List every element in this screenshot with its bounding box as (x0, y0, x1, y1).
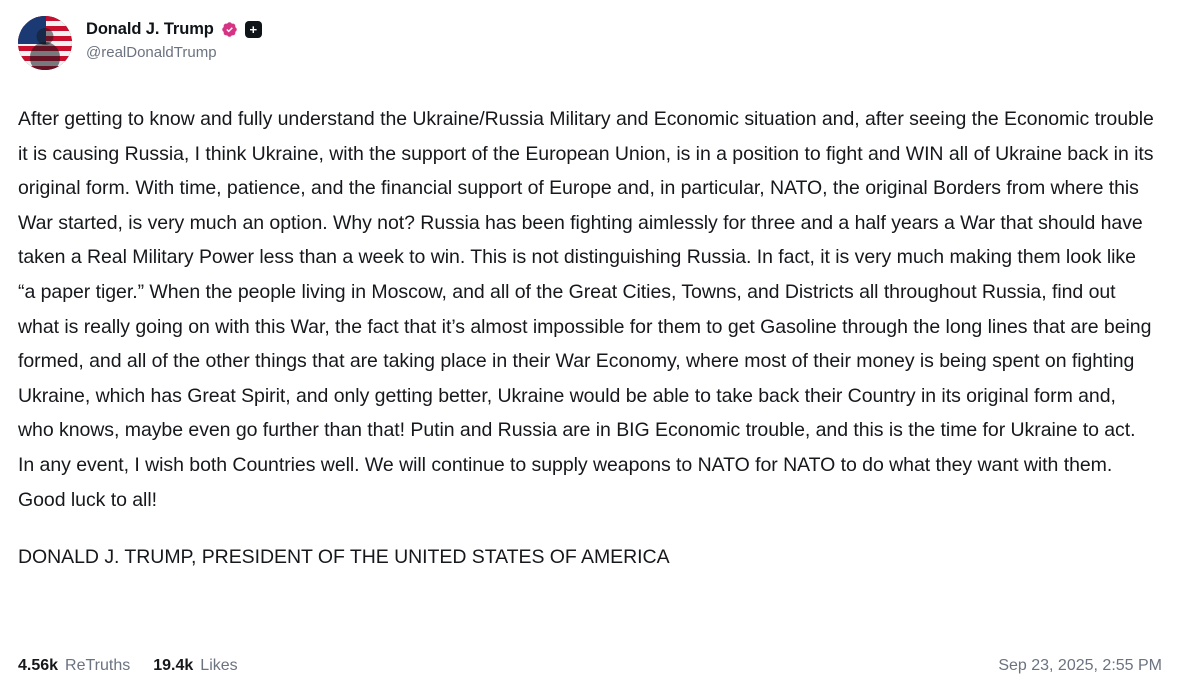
post-body-text: After getting to know and fully understand the Ukraine/Russia Military and Economic situation and, after seeing the Economic trouble it is causing Russia, I think Ukraine, with the support of the European Union, is in a position to fight and WIN all of Ukraine back in its original form. With time, patience, and the financial support of Europe and, in particular, NATO, the original Borders from where this War started, is very much an option. Why not? Russia has been fighting aimlessly for three and a half years a War that should have taken a Real Military Power less than a week to win. This is not distinguishing Russia. In fact, it is very much making them look like “a paper tiger.” When the people living in Moscow, and all of the Great Cities, Towns, and Districts all throughout Russia, find out what is really going on with this War, the fact that it’s almost impossible for them to get Gasoline through the long lines that are being formed, and all of the other things that are taking place in their War Economy, where most of their money is being spent on fighting Ukraine, which has Great Spirit, and only getting better, Ukraine would be able to take back their Country in its original form and, who knows, maybe even go further than that! Putin and Russia are in BIG Economic trouble, and this is the time for Ukraine to act. In any event, I wish both Countries well. We will continue to supply weapons to NATO for NATO to do what they want with them. Good luck to all! (18, 108, 1154, 511)
avatar-silhouette-body (30, 42, 60, 70)
post-stats (18, 657, 238, 675)
post-signature: DONALD J. TRUMP, PRESIDENT OF THE UNITED STATES OF AMERICA (18, 546, 670, 569)
author-handle[interactable]: @realDonaldTrump (86, 44, 217, 61)
verified-check-icon (221, 21, 238, 38)
likes-label[interactable]: Likes (200, 657, 238, 674)
retruths-label[interactable]: ReTruths (65, 657, 131, 674)
avatar[interactable] (18, 16, 72, 70)
post-header (18, 16, 1162, 82)
post-footer (18, 654, 1162, 678)
likes-count[interactable]: 19.4k (153, 657, 194, 674)
post-timestamp: Sep 23, 2025, 2:55 PM (998, 657, 1162, 674)
display-name-row (86, 18, 262, 40)
retruths-count[interactable]: 4.56k (18, 657, 59, 674)
plus-badge-icon: + (245, 21, 262, 38)
author-display-name[interactable]: Donald J. Trump (86, 19, 214, 38)
author-names (86, 16, 262, 61)
